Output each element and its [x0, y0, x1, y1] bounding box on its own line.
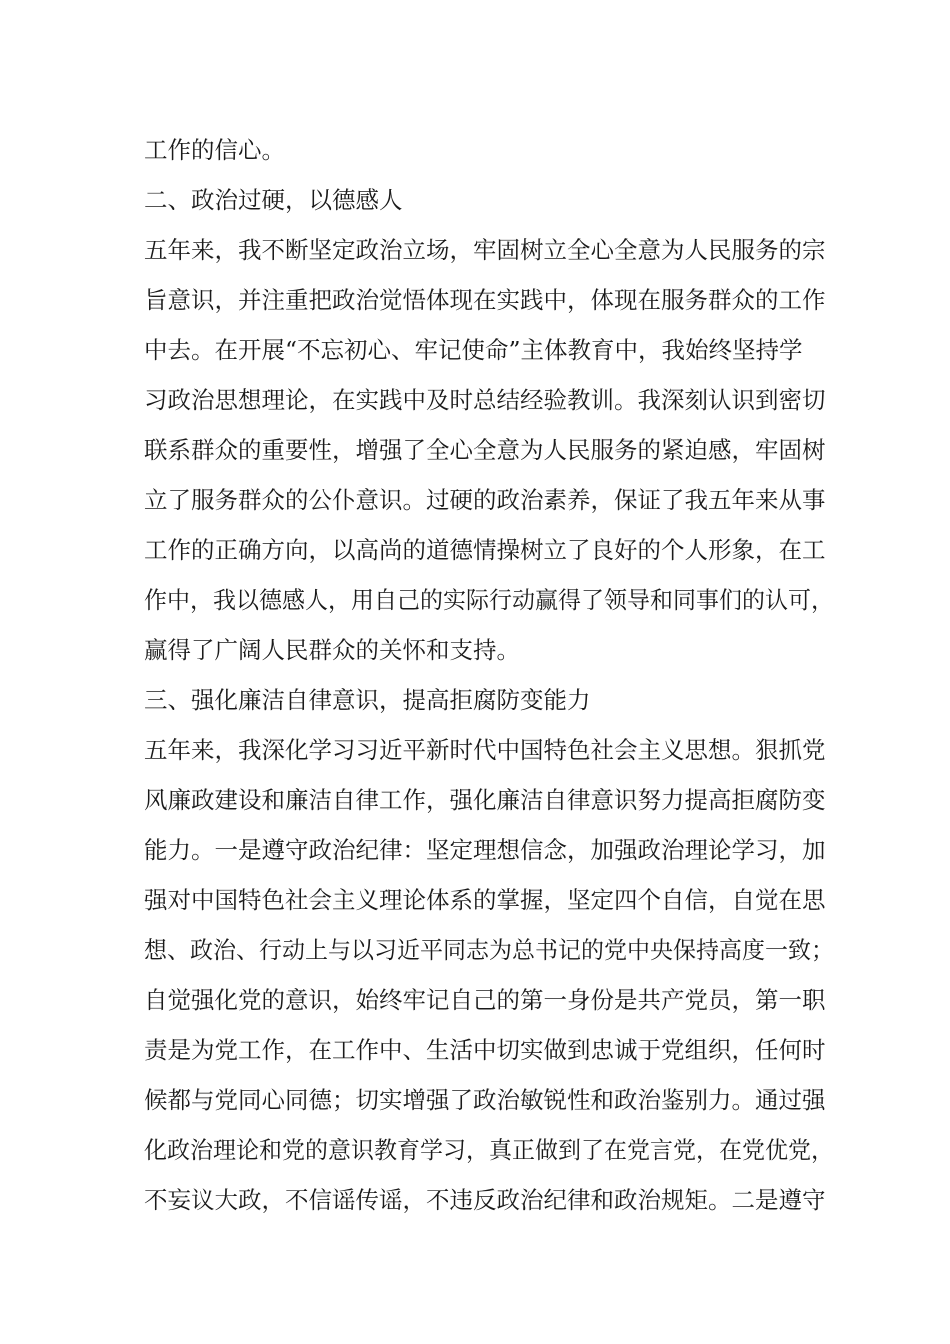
- text-line-13: 五年来，我深化学习习近平新时代中国特色社会主义思想。狠抓党: [144, 736, 826, 764]
- text-line-11: 赢得了广阔人民群众的关怀和支持。: [144, 636, 520, 664]
- text-line-18: 自觉强化党的意识，始终牢记自己的第一身份是共产党员，第一职: [144, 986, 826, 1014]
- section-heading-3: 三、强化廉洁自律意识，提高拒腐防变能力: [144, 686, 591, 714]
- section-heading-2: 二、政治过硬，以德感人: [144, 186, 403, 214]
- text-line-14: 风廉政建设和廉洁自律工作，强化廉洁自律意识努力提高拒腐防变: [144, 786, 826, 814]
- text-line-22: 不妄议大政，不信谣传谣，不违反政治纪律和政治规矩。二是遵守: [144, 1186, 826, 1214]
- text-line-21: 化政治理论和党的意识教育学习，真正做到了在党言党，在党优党，: [144, 1136, 834, 1164]
- text-line-17: 想、政治、行动上与以习近平同志为总书记的党中央保持高度一致；: [144, 936, 834, 964]
- text-line-8: 立了服务群众的公仆意识。过硬的政治素养，保证了我五年来从事: [144, 486, 826, 514]
- text-line-16: 强对中国特色社会主义理论体系的掌握，坚定四个自信，自觉在思: [144, 886, 826, 914]
- text-line-4: 旨意识，并注重把政治觉悟体现在实践中，体现在服务群众的工作: [144, 286, 826, 314]
- text-line-5: 中去。在开展“不忘初心、牢记使命”主体教育中，我始终坚持学: [144, 336, 803, 364]
- text-line-6: 习政治思想理论，在实践中及时总结经验教训。我深刻认识到密切: [144, 386, 826, 414]
- text-line-7: 联系群众的重要性，增强了全心全意为人民服务的紧迫感，牢固树: [144, 436, 826, 464]
- text-line-20: 候都与党同心同德；切实增强了政治敏锐性和政治鉴别力。通过强: [144, 1086, 826, 1114]
- text-line-15: 能力。一是遵守政治纪律：坚定理想信念，加强政治理论学习，加: [144, 836, 826, 864]
- text-line-1: 工作的信心。: [144, 136, 285, 164]
- text-line-3: 五年来，我不断坚定政治立场，牢固树立全心全意为人民服务的宗: [144, 236, 826, 264]
- text-line-10: 作中，我以德感人，用自己的实际行动赢得了领导和同事们的认可，: [144, 586, 834, 614]
- text-line-9: 工作的正确方向，以高尚的道德情操树立了良好的个人形象，在工: [144, 536, 826, 564]
- text-line-19: 责是为党工作，在工作中、生活中切实做到忠诚于党组织，任何时: [144, 1036, 826, 1064]
